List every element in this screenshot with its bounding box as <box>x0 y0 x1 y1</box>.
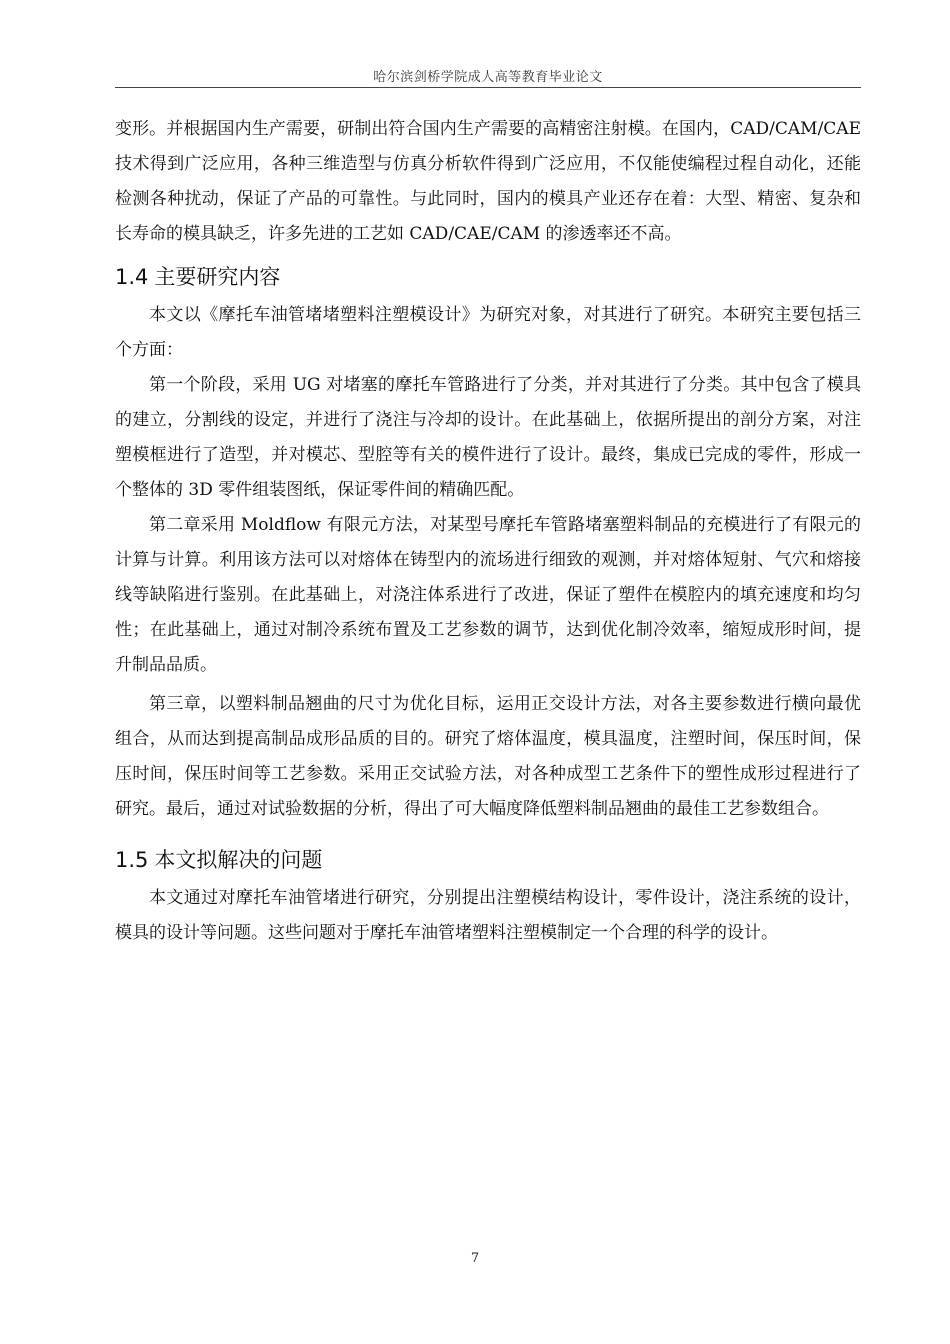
body-content <box>115 112 861 951</box>
section-title: 本文拟解决的问题 <box>154 848 323 872</box>
section-heading-1-5 <box>115 839 861 881</box>
section-number: 1.4 <box>115 265 149 289</box>
paragraph-1-4-chapter-two: 第二章采用 Moldflow 有限元方法，对某型号摩托车管路堵塞塑料制品的充模进行了有限元的计算与计算。利用该方法可以对熔体在铸型内的流场进行细致的观测，并对熔体短射、气穴和熔接线等缺陷进行鉴别。在此基础上，对浇注体系进行了改进，保证了塑件在模腔内的填充速度和均匀性；在此基础上，通过对制冷系统布置及工艺参数的调节，达到优化制冷效率，缩短成形时间，提升制品品质。 <box>115 515 861 675</box>
paragraph-intro-continued: 变形。并根据国内生产需要，研制出符合国内生产需要的高精密注射模。在国内，CAD/CAM/CAE 技术得到广泛应用，各种三维造型与仿真分析软件得到广泛应用，不仅能使编程过程自动化，还能检测各种扰动，保证了产品的可靠性。与此同时，国内的模具产业还存在着：大型、精密、复杂和长寿命的模具缺乏，许多先进的工艺如 CAD/CAE/CAM 的渗透率还不高。 <box>115 119 861 244</box>
paragraph-1-4-stage-one: 第一个阶段，采用 UG 对堵塞的摩托车管路进行了分类，并对其进行了分类。其中包含了模具的建立，分割线的设定，并进行了浇注与冷却的设计。在此基础上，依据所提出的剖分方案，对注塑模框进行了造型，并对模芯、型腔等有关的模件进行了设计。最终，集成已完成的零件，形成一个整体的 3D 零件组装图纸，保证零件间的精确匹配。 <box>115 375 861 500</box>
header-divider <box>115 87 861 88</box>
section-title: 主要研究内容 <box>154 265 281 289</box>
running-header: 哈尔滨剑桥学院成人高等教育毕业论文 <box>373 70 603 85</box>
paragraph-1-4-overview: 本文以《摩托车油管堵堵塑料注塑模设计》为研究对象，对其进行了研究。本研究主要包括三个方面： <box>115 305 861 360</box>
section-heading-1-4 <box>115 256 861 298</box>
section-number: 1.5 <box>115 848 149 872</box>
paragraph-1-5-problems: 本文通过对摩托车油管堵进行研究，分别提出注塑模结构设计，零件设计，浇注系统的设计，模具的设计等问题。这些问题对于摩托车油管堵塑料注塑模制定一个合理的科学的设计。 <box>115 888 861 943</box>
paragraph-1-4-chapter-three: 第三章，以塑料制品翘曲的尺寸为优化目标，运用正交设计方法，对各主要参数进行横向最优组合，从而达到提高制品成形品质的目的。研究了熔体温度，模具温度，注塑时间，保压时间，保压时间，保压时间等工艺参数。采用正交试验方法，对各种成型工艺条件下的塑性成形过程进行了研究。最后，通过对试验数据的分析，得出了可大幅度降低塑料制品翘曲的最佳工艺参数组合。 <box>115 694 861 819</box>
page-number: 7 <box>470 1251 480 1266</box>
spacer <box>115 827 861 839</box>
